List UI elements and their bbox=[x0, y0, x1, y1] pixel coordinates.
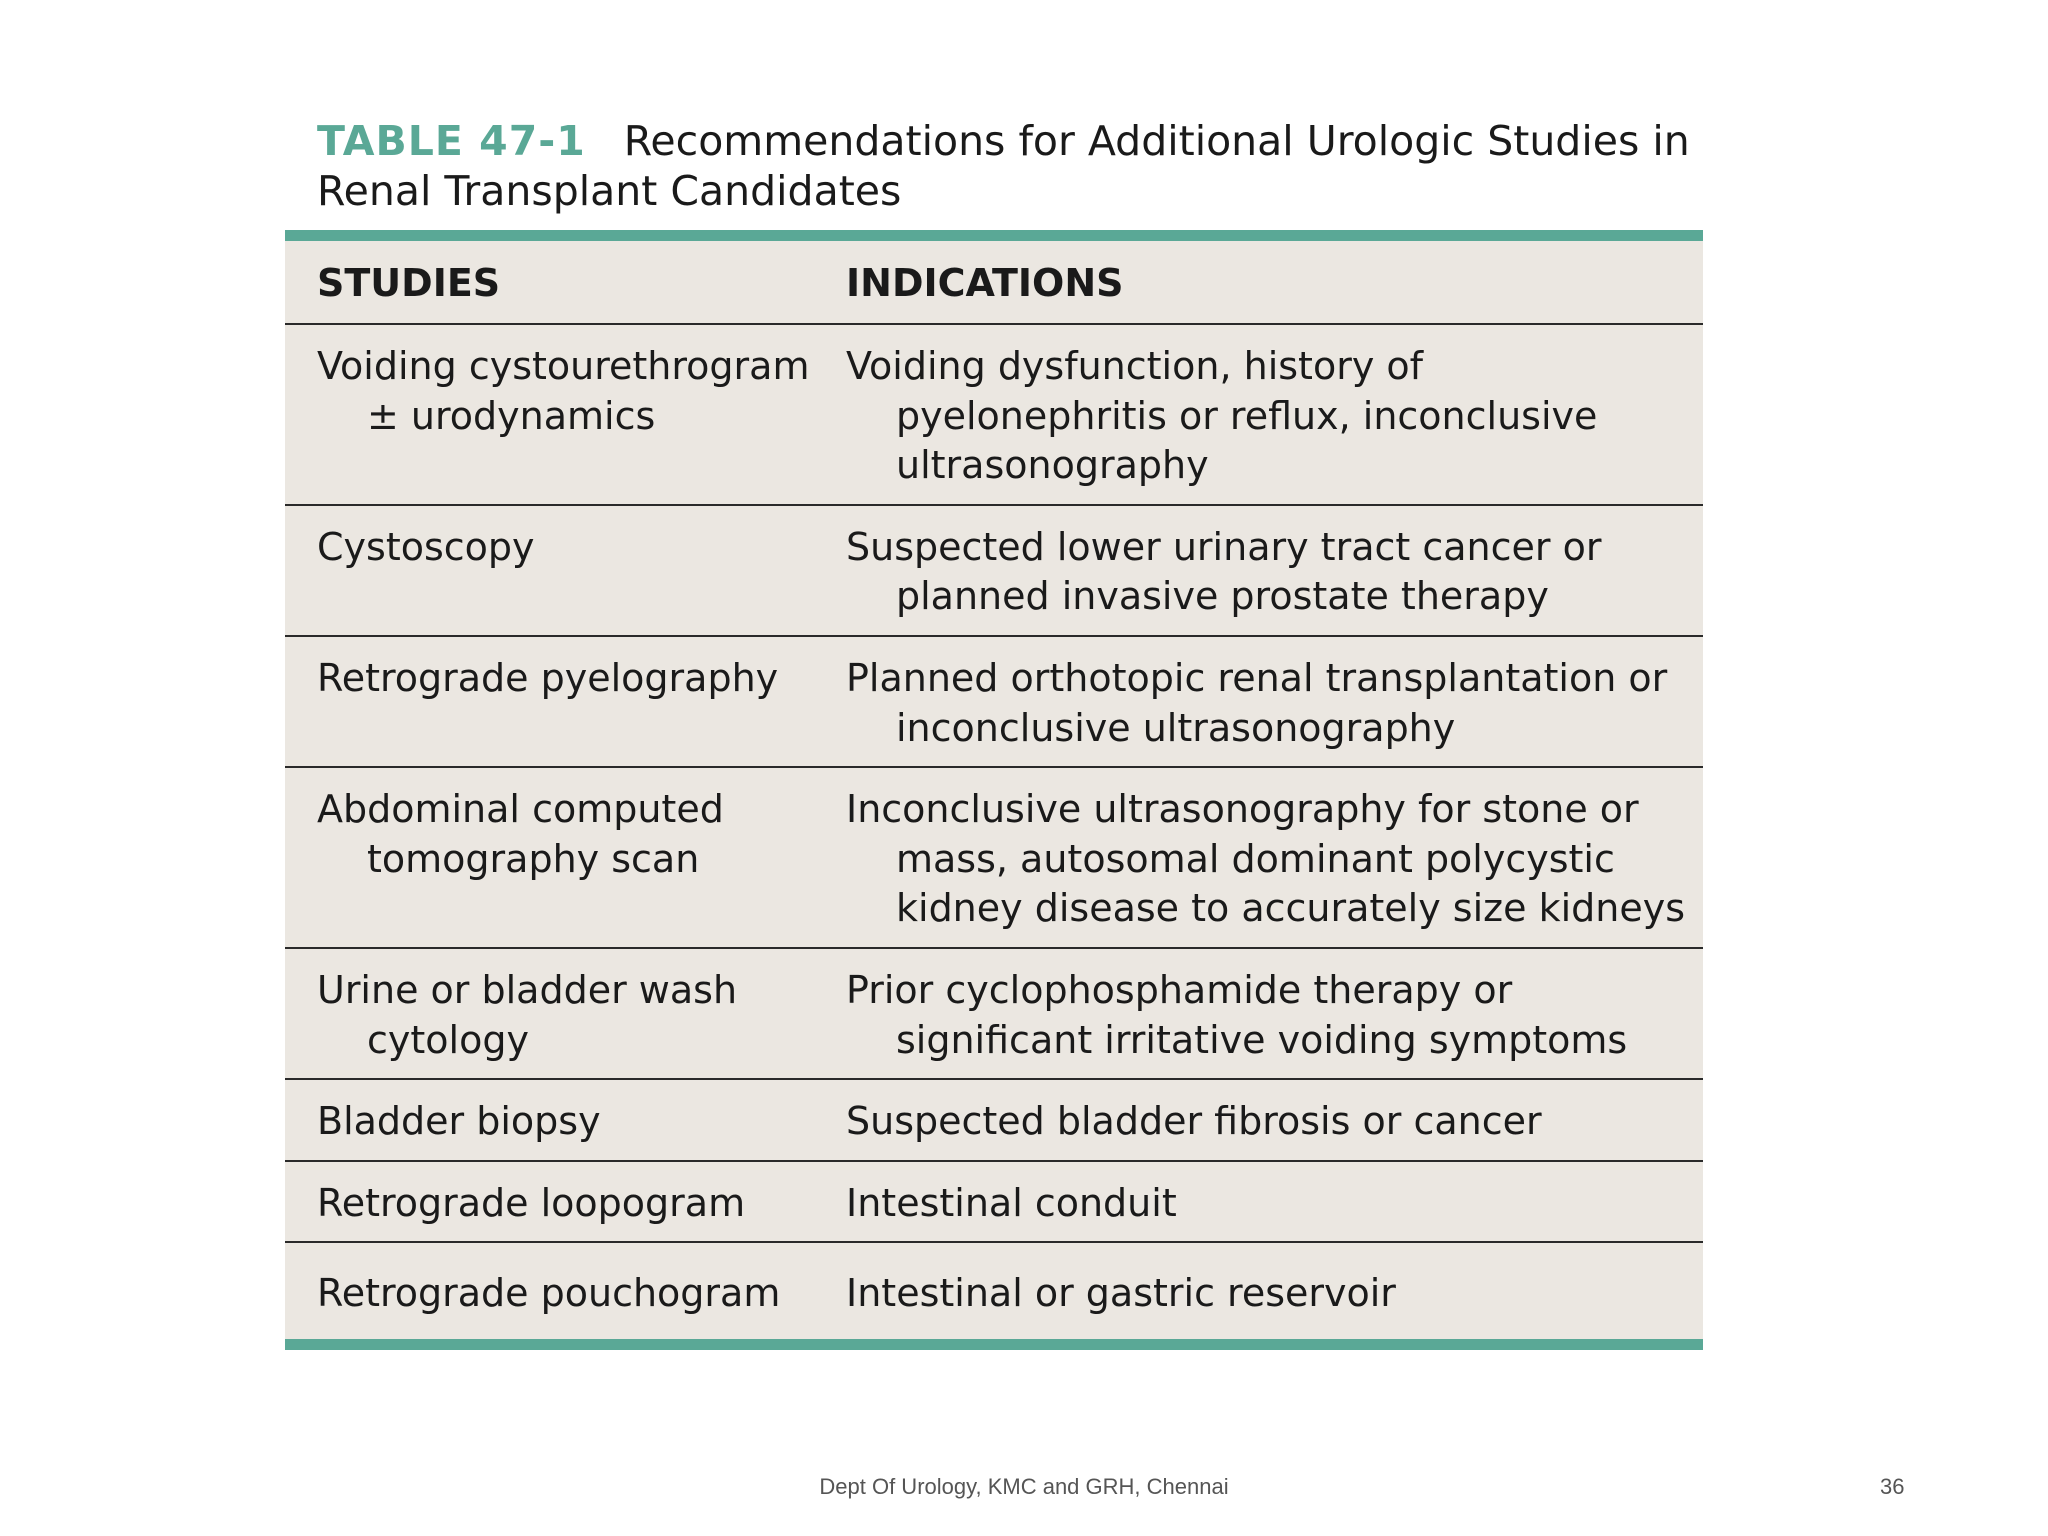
indication-cell bbox=[814, 1079, 1703, 1161]
study-cell bbox=[285, 948, 814, 1079]
indication-cell bbox=[814, 767, 1703, 948]
indication-cell bbox=[814, 948, 1703, 1079]
indication-cell bbox=[814, 324, 1703, 505]
table-row bbox=[285, 505, 1703, 636]
study-text: Bladder biopsy bbox=[317, 1099, 601, 1144]
study-cell bbox=[285, 636, 814, 767]
study-cell bbox=[285, 1079, 814, 1161]
study-cell bbox=[285, 324, 814, 505]
indication-text: Suspected lower urinary tract cancer or planned invasive prostate therapy bbox=[846, 524, 1602, 619]
indication-text: Intestinal conduit bbox=[846, 1180, 1177, 1225]
study-cell bbox=[285, 1161, 814, 1243]
indication-cell bbox=[814, 636, 1703, 767]
indication-text: Planned orthotopic renal transplantation or inconclusive ultrasonography bbox=[846, 655, 1668, 750]
table-title bbox=[317, 116, 1717, 216]
table-number: TABLE 47-1 bbox=[317, 117, 586, 165]
page-number: 36 bbox=[1880, 1474, 1905, 1499]
study-text: Retrograde pouchogram bbox=[317, 1271, 781, 1316]
study-text: Urine or bladder wash cytology bbox=[317, 967, 738, 1062]
table-caption: Recommendations for Additional Urologic Studies in Renal Transplant Candidates bbox=[317, 117, 1690, 215]
table-row bbox=[285, 767, 1703, 948]
table-row bbox=[285, 1242, 1703, 1339]
slide-footer: Dept Of Urology, KMC and GRH, Chennai bbox=[819, 1474, 1229, 1499]
table-row bbox=[285, 948, 1703, 1079]
indication-text: Voiding dysfunction, history of pyelonephritis or reflux, inconclusive ultrasonography bbox=[846, 344, 1598, 488]
indication-cell bbox=[814, 505, 1703, 636]
indication-text: Intestinal or gastric reservoir bbox=[846, 1271, 1396, 1316]
study-text: Retrograde pyelography bbox=[317, 655, 779, 700]
table-row bbox=[285, 324, 1703, 505]
indication-text: Inconclusive ultrasonography for stone or mass, autosomal dominant polycystic kidney disease to accurately size kidneys bbox=[846, 787, 1686, 931]
study-text: Cystoscopy bbox=[317, 524, 535, 569]
study-text: Retrograde loopogram bbox=[317, 1180, 746, 1225]
table-row bbox=[285, 636, 1703, 767]
study-cell bbox=[285, 767, 814, 948]
recommendations-table bbox=[285, 241, 1703, 1339]
study-cell bbox=[285, 1242, 814, 1339]
indication-cell bbox=[814, 1161, 1703, 1243]
study-text: Voiding cystourethrogram ± urodynamics bbox=[317, 344, 810, 438]
table-header-row bbox=[285, 241, 1703, 324]
study-text: Abdominal computed tomography scan bbox=[317, 787, 724, 881]
recommendations-table-box bbox=[285, 230, 1703, 1350]
table-row bbox=[285, 1161, 1703, 1243]
table-row bbox=[285, 1079, 1703, 1161]
indication-text: Prior cyclophosphamide therapy or significant irritative voiding symptoms bbox=[846, 967, 1628, 1062]
column-header-studies: STUDIES bbox=[285, 241, 814, 324]
indication-cell bbox=[814, 1242, 1703, 1339]
study-cell bbox=[285, 505, 814, 636]
indication-text: Suspected bladder fibrosis or cancer bbox=[846, 1099, 1542, 1144]
column-header-indications: INDICATIONS bbox=[814, 241, 1703, 324]
